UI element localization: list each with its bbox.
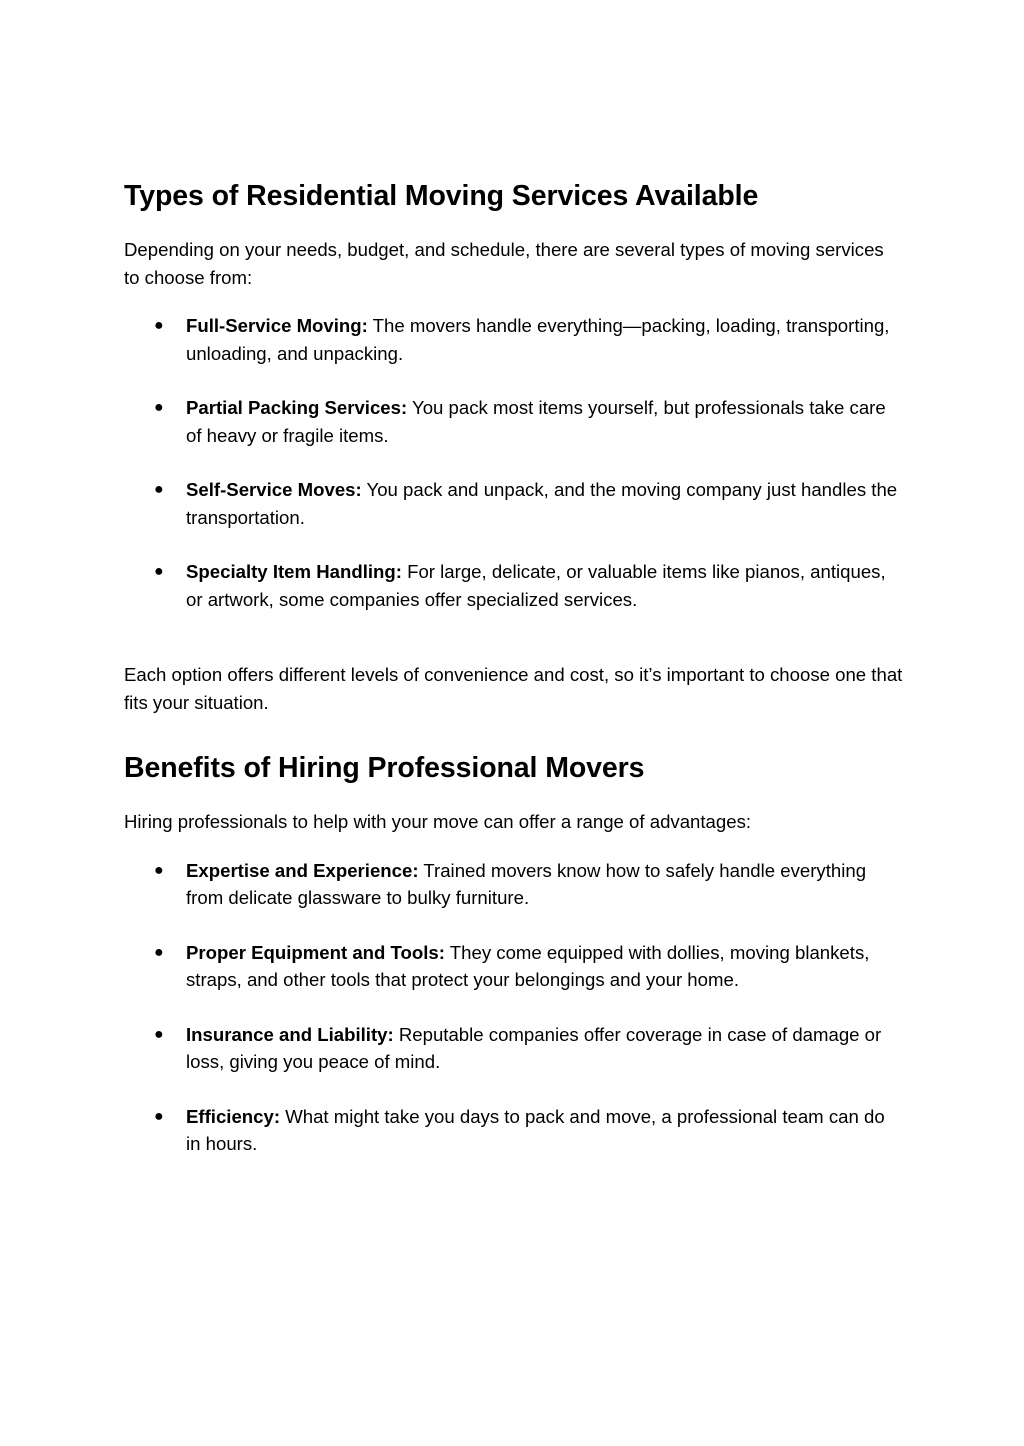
- list-item-term: Insurance and Liability:: [186, 1023, 394, 1045]
- list-item: [124, 1021, 904, 1076]
- services-list: [124, 312, 904, 613]
- list-item-desc: Trained movers know how to safely handle everything from delicate glassware to bulky furniture.: [186, 859, 867, 908]
- list-item: [124, 939, 904, 994]
- bullet-icon: ●: [154, 563, 164, 580]
- bullet-icon: ●: [154, 943, 164, 961]
- list-item-desc: You pack and unpack, and the moving company just handles the transportation.: [186, 479, 898, 528]
- list-item-desc: The movers handle everything—packing, loading, transporting, unloading, and unpacking.: [186, 315, 890, 364]
- list-item-desc: For large, delicate, or valuable items like pianos, antiques, or artwork, some companies offer specialized services.: [186, 561, 886, 610]
- section-intro-types: Depending on your needs, budget, and schedule, there are several types of moving services to choose from:: [124, 239, 884, 288]
- list-item-term: Expertise and Experience:: [186, 859, 419, 881]
- bullet-icon: ●: [154, 317, 164, 334]
- bullet-icon: ●: [154, 1025, 164, 1043]
- list-item-desc: Reputable companies offer coverage in case of damage or loss, giving you peace of mind.: [186, 1023, 882, 1072]
- list-item: [124, 1103, 904, 1158]
- bullet-icon: ●: [154, 481, 164, 498]
- list-item-term: Self-Service Moves:: [186, 479, 362, 500]
- document-content: [124, 176, 904, 1158]
- list-item: [124, 394, 904, 449]
- list-item-term: Proper Equipment and Tools:: [186, 941, 445, 963]
- benefits-list: [124, 857, 904, 1158]
- list-item-term: Partial Packing Services:: [186, 397, 408, 418]
- section-heading-types: Types of Residential Moving Services Available: [124, 180, 759, 212]
- list-item: [124, 476, 904, 531]
- bullet-icon: ●: [154, 1107, 164, 1125]
- list-item-desc: What might take you days to pack and move, a professional team can do in hours.: [186, 1105, 885, 1154]
- list-item-term: Efficiency:: [186, 1105, 281, 1127]
- list-item-desc: You pack most items yourself, but professionals take care of heavy or fragile items.: [186, 397, 886, 446]
- bullet-icon: ●: [154, 861, 164, 879]
- list-item-term: Full-Service Moving:: [186, 315, 368, 336]
- section-outro-types: Each option offers different levels of convenience and cost, so it’s important to choose one that fits your situation.: [124, 664, 903, 713]
- list-item-term: Specialty Item Handling:: [186, 561, 402, 582]
- list-item: [124, 312, 904, 367]
- section-heading-benefits: Benefits of Hiring Professional Movers: [124, 752, 645, 784]
- list-item: [124, 558, 904, 613]
- list-item: [124, 857, 904, 912]
- list-item-desc: They come equipped with dollies, moving blankets, straps, and other tools that protect your belongings and your home.: [186, 941, 870, 990]
- bullet-icon: ●: [154, 399, 164, 416]
- section-intro-benefits: Hiring professionals to help with your move can offer a range of advantages:: [124, 811, 752, 832]
